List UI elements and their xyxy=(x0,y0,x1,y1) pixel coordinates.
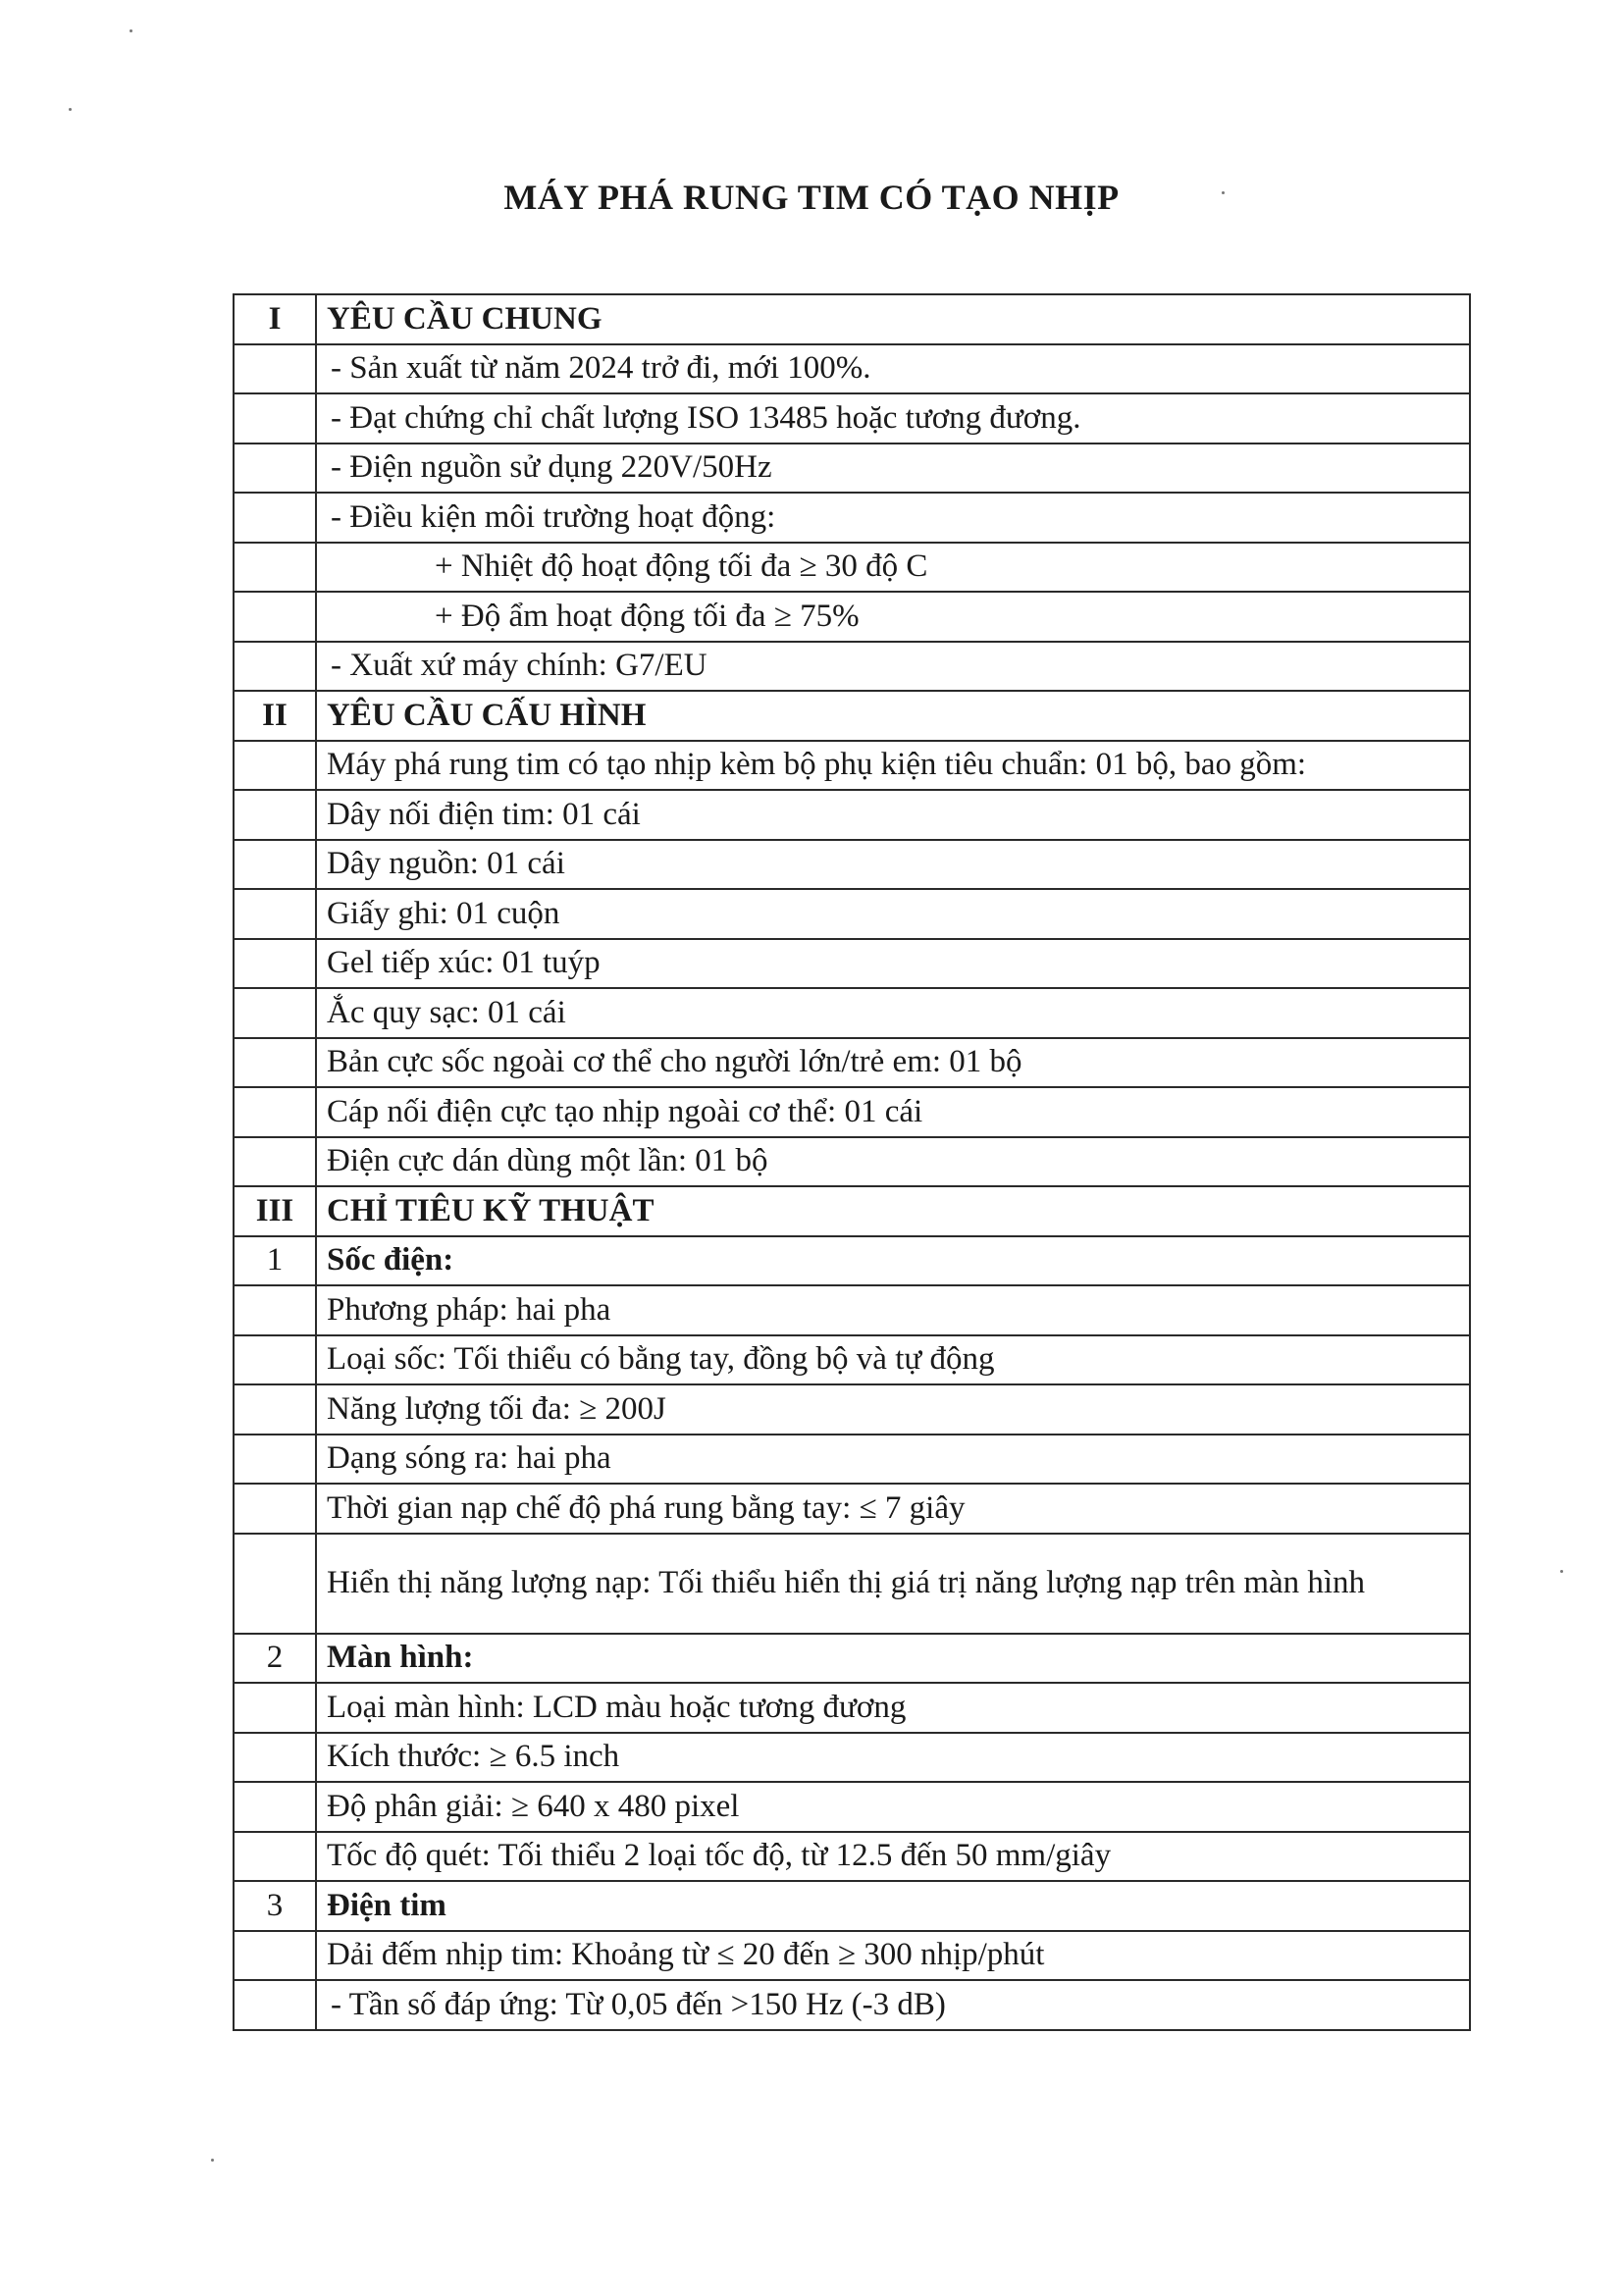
scan-speck xyxy=(1222,191,1225,194)
spec-table-body xyxy=(234,294,1470,2030)
row-number xyxy=(234,988,316,1038)
subsection-row xyxy=(234,1236,1470,1286)
row-content: - Sản xuất từ năm 2024 trở đi, mới 100%. xyxy=(316,344,1470,394)
row-number xyxy=(234,1038,316,1088)
spec-row xyxy=(234,1683,1470,1733)
spec-row xyxy=(234,1534,1470,1634)
spec-row xyxy=(234,1335,1470,1385)
spec-row xyxy=(234,1384,1470,1435)
spec-row xyxy=(234,840,1470,890)
row-content: Ắc quy sạc: 01 cái xyxy=(316,988,1470,1038)
spec-row xyxy=(234,988,1470,1038)
row-number xyxy=(234,840,316,890)
row-content: CHỈ TIÊU KỸ THUẬT xyxy=(316,1186,1470,1236)
section-row xyxy=(234,691,1470,741)
row-content: Loại sốc: Tối thiểu có bằng tay, đồng bộ và tự động xyxy=(316,1335,1470,1385)
spec-row xyxy=(234,1733,1470,1783)
spec-row xyxy=(234,1484,1470,1534)
row-content: Điện cực dán dùng một lần: 01 bộ xyxy=(316,1137,1470,1187)
row-content: Hiển thị năng lượng nạp: Tối thiểu hiển thị giá trị năng lượng nạp trên màn hình xyxy=(316,1534,1470,1634)
row-number xyxy=(234,1832,316,1882)
row-content: Dải đếm nhịp tim: Khoảng từ ≤ 20 đến ≥ 300 nhịp/phút xyxy=(316,1931,1470,1981)
spec-row xyxy=(234,1137,1470,1187)
row-number xyxy=(234,1384,316,1435)
row-number xyxy=(234,344,316,394)
row-content: Sốc điện: xyxy=(316,1236,1470,1286)
row-number xyxy=(234,1435,316,1485)
row-number xyxy=(234,1980,316,2030)
spec-row xyxy=(234,1087,1470,1137)
row-content: Máy phá rung tim có tạo nhịp kèm bộ phụ kiện tiêu chuẩn: 01 bộ, bao gồm: xyxy=(316,741,1470,791)
spec-row xyxy=(234,889,1470,939)
row-number xyxy=(234,592,316,642)
scan-speck xyxy=(1560,1570,1563,1573)
row-number xyxy=(234,1335,316,1385)
scan-speck xyxy=(69,108,72,111)
row-content: Độ phân giải: ≥ 640 x 480 pixel xyxy=(316,1782,1470,1832)
row-content: Loại màn hình: LCD màu hoặc tương đương xyxy=(316,1683,1470,1733)
spec-row xyxy=(234,444,1470,494)
scan-speck xyxy=(130,29,132,32)
spec-row xyxy=(234,1832,1470,1882)
row-number: II xyxy=(234,691,316,741)
subsection-row xyxy=(234,1634,1470,1684)
row-content: - Tần số đáp ứng: Từ 0,05 đến >150 Hz (-3 dB) xyxy=(316,1980,1470,2030)
row-number xyxy=(234,741,316,791)
spec-row xyxy=(234,1435,1470,1485)
row-number: 1 xyxy=(234,1236,316,1286)
row-content: Điện tim xyxy=(316,1881,1470,1931)
row-content: Giấy ghi: 01 cuộn xyxy=(316,889,1470,939)
row-content: Kích thước: ≥ 6.5 inch xyxy=(316,1733,1470,1783)
row-number xyxy=(234,1534,316,1634)
section-row xyxy=(234,294,1470,344)
row-number xyxy=(234,493,316,543)
spec-row xyxy=(234,344,1470,394)
spec-row xyxy=(234,939,1470,989)
row-content: Cáp nối điện cực tạo nhịp ngoài cơ thể: 01 cái xyxy=(316,1087,1470,1137)
row-number xyxy=(234,1484,316,1534)
scan-speck xyxy=(211,2159,214,2162)
row-content: Màn hình: xyxy=(316,1634,1470,1684)
row-number xyxy=(234,543,316,593)
row-number xyxy=(234,889,316,939)
row-content: Tốc độ quét: Tối thiểu 2 loại tốc độ, từ 12.5 đến 50 mm/giây xyxy=(316,1832,1470,1882)
spec-row xyxy=(234,790,1470,840)
spec-table xyxy=(233,293,1471,2031)
spec-row xyxy=(234,543,1470,593)
row-content: + Nhiệt độ hoạt động tối đa ≥ 30 độ C xyxy=(316,543,1470,593)
row-number xyxy=(234,444,316,494)
document-title: MÁY PHÁ RUNG TIM CÓ TẠO NHỊP xyxy=(503,178,1120,217)
spec-row xyxy=(234,741,1470,791)
row-content: - Đạt chứng chỉ chất lượng ISO 13485 hoặc tương đương. xyxy=(316,393,1470,444)
row-number xyxy=(234,1683,316,1733)
row-content: Thời gian nạp chế độ phá rung bằng tay: ≤ 7 giây xyxy=(316,1484,1470,1534)
row-content: YÊU CẦU CHUNG xyxy=(316,294,1470,344)
row-content: - Điều kiện môi trường hoạt động: xyxy=(316,493,1470,543)
row-number: 3 xyxy=(234,1881,316,1931)
row-number xyxy=(234,939,316,989)
row-content: - Điện nguồn sử dụng 220V/50Hz xyxy=(316,444,1470,494)
row-content: Dây nối điện tim: 01 cái xyxy=(316,790,1470,840)
row-number xyxy=(234,1782,316,1832)
row-number: 2 xyxy=(234,1634,316,1684)
spec-row xyxy=(234,1980,1470,2030)
row-number xyxy=(234,1931,316,1981)
row-number xyxy=(234,1285,316,1335)
row-content: Năng lượng tối đa: ≥ 200J xyxy=(316,1384,1470,1435)
spec-row xyxy=(234,1782,1470,1832)
row-number: I xyxy=(234,294,316,344)
row-number xyxy=(234,1137,316,1187)
spec-row xyxy=(234,642,1470,692)
spec-row xyxy=(234,493,1470,543)
row-number xyxy=(234,790,316,840)
row-content: Dây nguồn: 01 cái xyxy=(316,840,1470,890)
row-content: Phương pháp: hai pha xyxy=(316,1285,1470,1335)
subsection-row xyxy=(234,1881,1470,1931)
spec-row xyxy=(234,1285,1470,1335)
row-number: III xyxy=(234,1186,316,1236)
spec-row xyxy=(234,1038,1470,1088)
spec-row xyxy=(234,592,1470,642)
row-number xyxy=(234,642,316,692)
row-number xyxy=(234,1733,316,1783)
spec-row xyxy=(234,1931,1470,1981)
row-content: Bản cực sốc ngoài cơ thể cho người lớn/trẻ em: 01 bộ xyxy=(316,1038,1470,1088)
row-content: - Xuất xứ máy chính: G7/EU xyxy=(316,642,1470,692)
row-content: + Độ ẩm hoạt động tối đa ≥ 75% xyxy=(316,592,1470,642)
row-number xyxy=(234,393,316,444)
spec-row xyxy=(234,393,1470,444)
row-content: Gel tiếp xúc: 01 tuýp xyxy=(316,939,1470,989)
row-content: YÊU CẦU CẤU HÌNH xyxy=(316,691,1470,741)
row-number xyxy=(234,1087,316,1137)
row-content: Dạng sóng ra: hai pha xyxy=(316,1435,1470,1485)
section-row xyxy=(234,1186,1470,1236)
